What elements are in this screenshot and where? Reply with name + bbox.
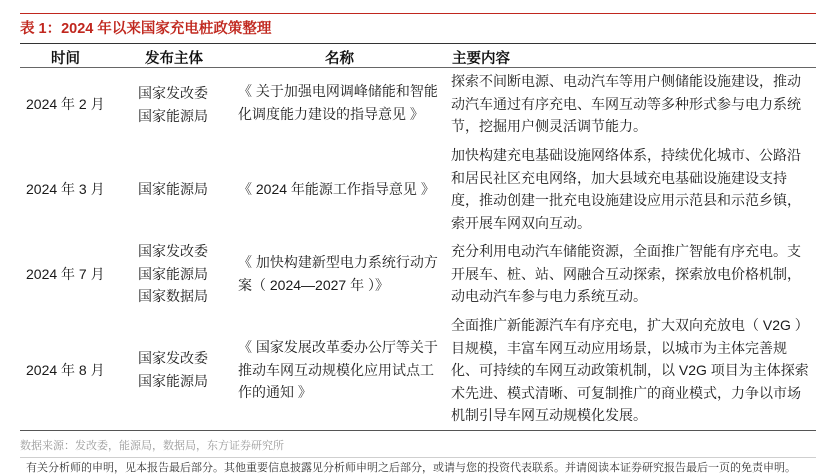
name-line: 化调度能力建设的指导意见 》 — [238, 105, 424, 122]
row-name — [238, 80, 446, 125]
content-line: 动电动汽车参与电力系统互动。 — [451, 288, 647, 304]
footer-disclaimer: 有关分析师的申明，见本报告最后部分。其他重要信息披露见分析师申明之后部分，或请与您的投资代表联系。并请阅读本证券研究报告最后一页的免责申明。 — [26, 462, 796, 474]
issuer-line: 国家数据局 — [138, 288, 208, 304]
content-line: 索开展车网双向互动。 — [451, 214, 591, 231]
name-line: 推动车网互动规模化应用试点工 — [238, 361, 434, 378]
content-line: 机制引导车网互动规模化发展。 — [451, 407, 647, 423]
content-line: 度，推动创建一批充电设施建设应用示范县和示范乡镇， — [451, 192, 801, 208]
content-line: 充分利用电动汽车储能资源，全面推广智能有序充电。支 — [451, 243, 801, 259]
table-row — [0, 144, 816, 236]
content-line: 探索不间断电源、电动汽车等用户侧储能设施建设，推动 — [451, 73, 801, 89]
row-content — [451, 314, 816, 427]
header-name: 名称 — [325, 51, 354, 67]
table-row — [0, 314, 816, 428]
issuer-line: 国家能源局 — [138, 372, 208, 389]
row-issuers — [138, 347, 223, 392]
row-name — [238, 178, 446, 201]
issuer-line: 国家发改委 — [138, 85, 208, 101]
row-date: 2024 年 2 月 — [26, 96, 105, 112]
row-name — [238, 336, 446, 404]
issuer-line: 国家发改委 — [138, 243, 208, 259]
content-line: 加快构建充电基础设施网络体系，持续优化城市、公路沿 — [451, 147, 801, 163]
table-header-row — [0, 43, 816, 68]
content-line: 开展车、桩、站、网融合互动探索，探索放电价格机制， — [451, 265, 801, 282]
row-date: 2024 年 3 月 — [26, 181, 105, 197]
row-issuers — [138, 82, 223, 127]
row-date: 2024 年 8 月 — [26, 362, 105, 378]
name-line: 《 2024 年能源工作指导意见 》 — [238, 181, 435, 197]
name-line: 《 关于加强电网调峰储能和智能 — [238, 83, 438, 99]
header-content: 主要内容 — [452, 51, 510, 67]
content-line: 术先进、模式清晰、可复制推广的商业模式，力争以市场 — [451, 384, 801, 401]
table-bottom-rule — [20, 430, 816, 431]
header-bottom-rule — [20, 67, 816, 68]
row-content — [451, 240, 816, 308]
row-content — [451, 70, 816, 138]
issuer-line: 国家能源局 — [138, 265, 208, 282]
header-time: 时间 — [51, 51, 80, 67]
content-line: 动汽车通过有序充电、车网互动等多种形式参与电力系统 — [451, 95, 801, 112]
row-name — [238, 251, 446, 296]
table-row — [0, 70, 816, 140]
issuer-line: 国家能源局 — [138, 107, 208, 124]
row-issuers — [138, 240, 223, 308]
issuer-line: 国家发改委 — [138, 350, 208, 366]
content-line: 全面推广新能源汽车有序充电，扩大双向充放电（ V2G ） — [451, 317, 809, 333]
content-line: 和居民社区充电网络，加大县域充电基础设施建设支持 — [451, 169, 787, 186]
name-line: 案（ 2024—2027 年 ）》 — [238, 276, 389, 293]
footer-rule — [20, 457, 816, 458]
header-issuer: 发布主体 — [145, 51, 203, 67]
issuer-line: 国家能源局 — [138, 181, 208, 197]
content-line: 化、可持续的车网互动政策机制，以 V2G 项目为主体探索 — [451, 362, 809, 378]
data-source-note: 数据来源：发改委，能源局，数据局，东方证券研究所 — [20, 440, 284, 452]
row-issuers — [138, 178, 223, 201]
row-date: 2024 年 7 月 — [26, 266, 105, 282]
content-line: 目规模，丰富车网互动应用场景，以城市为主体完善规 — [451, 339, 787, 356]
table-row — [0, 240, 816, 310]
row-content — [451, 144, 816, 234]
name-line: 《 国家发展改革委办公厅等关于 — [238, 339, 438, 355]
title-top-rule — [20, 13, 816, 14]
content-line: 节，挖掘用户侧灵活调节能力。 — [451, 118, 647, 134]
name-line: 作的通知 》 — [238, 384, 312, 400]
name-line: 《 加快构建新型电力系统行动方 — [238, 254, 438, 270]
table-title: 表 1：2024 年以来国家充电桩政策整理 — [20, 21, 272, 37]
